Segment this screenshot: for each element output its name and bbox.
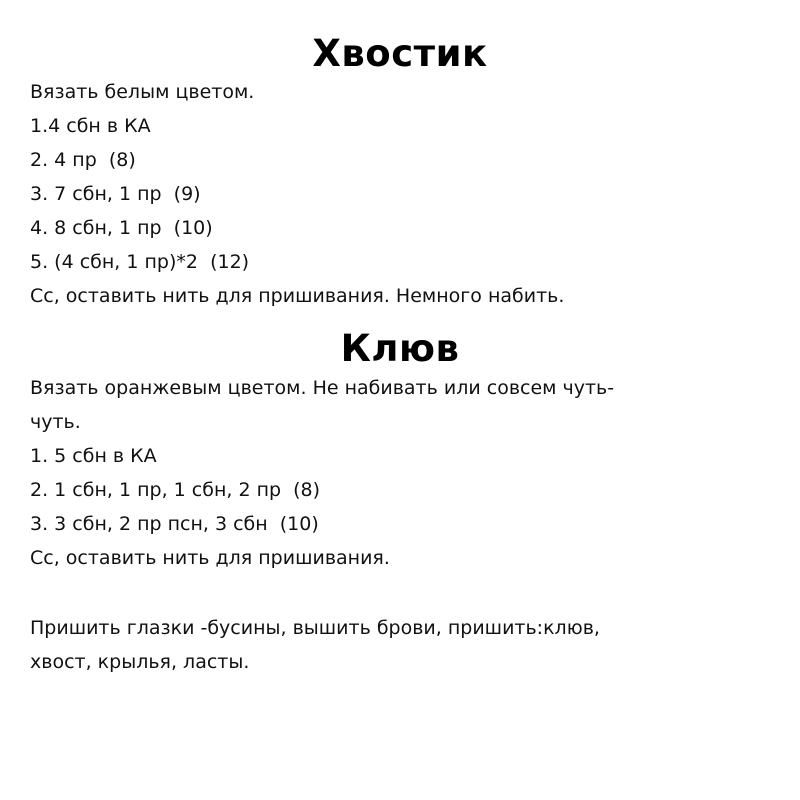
tail-line-row-4: 4. 8 сбн, 1 пр (10) bbox=[30, 217, 213, 239]
tail-line-row-1: 1.4 сбн в КА bbox=[30, 115, 151, 137]
tail-line-row-2: 2. 4 пр (8) bbox=[30, 149, 136, 171]
assembly-note-line-2: хвост, крылья, ласты. bbox=[30, 651, 250, 673]
tail-line-intro: Вязать белым цветом. bbox=[30, 81, 255, 103]
beak-line-row-1: 1. 5 сбн в КА bbox=[30, 445, 157, 467]
assembly-note-line-1: Пришить глазки -бусины, вышить брови, пришить:клюв, bbox=[30, 617, 600, 639]
beak-line-intro-2: чуть. bbox=[30, 411, 81, 433]
tail-line-finish: Сс, оставить нить для пришивания. Немного набить. bbox=[30, 285, 565, 307]
beak-section-title: Клюв bbox=[340, 327, 460, 370]
beak-line-intro-1: Вязать оранжевым цветом. Не набивать или совсем чуть- bbox=[30, 377, 615, 399]
tail-line-row-3: 3. 7 сбн, 1 пр (9) bbox=[30, 183, 201, 205]
tail-section-title: Хвостик bbox=[312, 32, 488, 75]
tail-line-row-5: 5. (4 сбн, 1 пр)*2 (12) bbox=[30, 251, 250, 273]
beak-line-row-2: 2. 1 сбн, 1 пр, 1 сбн, 2 пр (8) bbox=[30, 479, 321, 501]
beak-line-row-3: 3. 3 сбн, 2 пр псн, 3 сбн (10) bbox=[30, 513, 319, 535]
beak-line-finish: Сс, оставить нить для пришивания. bbox=[30, 547, 390, 569]
